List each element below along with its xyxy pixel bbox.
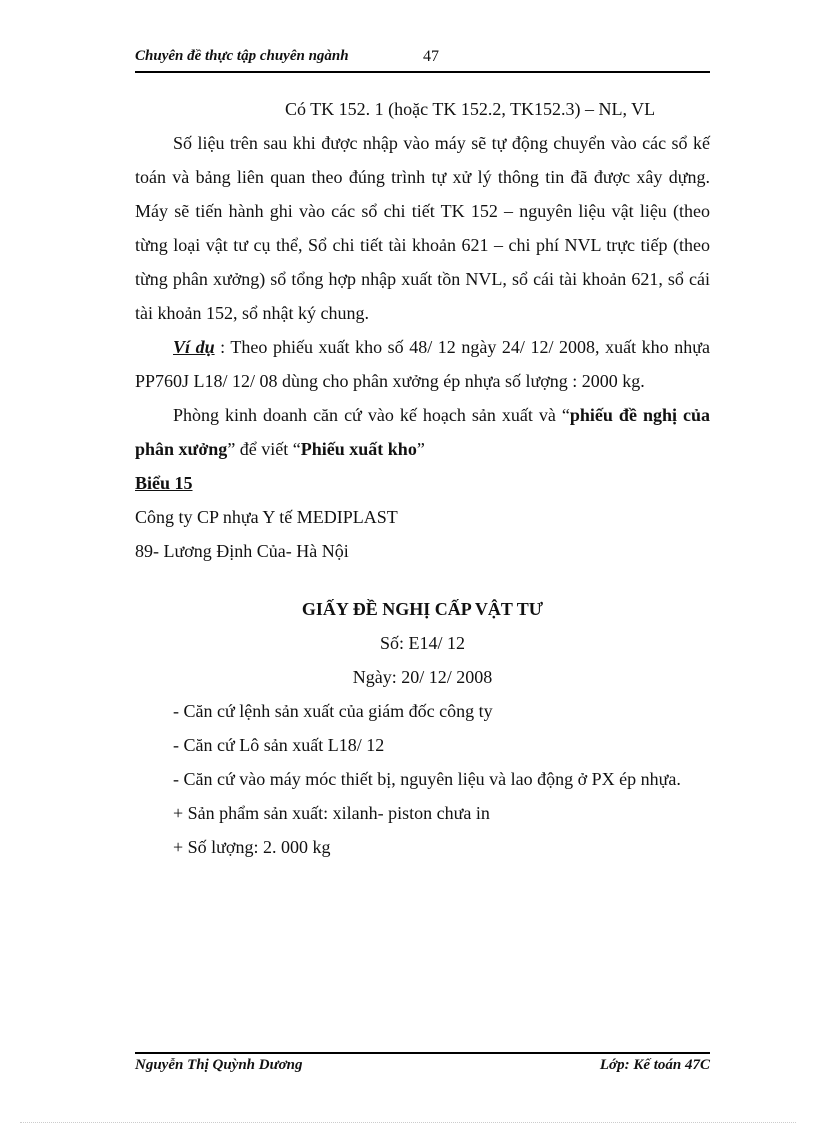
list-item: - Căn cứ lệnh sản xuất của giám đốc công ty	[173, 701, 493, 721]
document-title: GIẤY ĐỀ NGHỊ CẤP VẬT TƯ	[301, 599, 544, 619]
list-item: - Căn cứ Lô sản xuất L18/ 12	[173, 735, 385, 755]
list-item: + Số lượng: 2. 000 kg	[173, 837, 331, 857]
sales-text-a: Phòng kinh doanh căn cứ vào kế hoạch sản xuất và “	[173, 405, 570, 425]
page-header	[135, 48, 710, 70]
page-footer	[135, 1057, 710, 1079]
sales-text-e: ”	[416, 439, 425, 459]
sales-text-c: ” để viết “	[227, 439, 301, 459]
footer-author: Nguyễn Thị Quỳnh Dương	[135, 1057, 303, 1073]
example-label: Ví dụ	[173, 337, 215, 357]
company-address: 89- Lương Định Của- Hà Nội	[135, 541, 349, 561]
list-item: + Sản phẩm sản xuất: xilanh- piston chưa in	[173, 803, 490, 823]
sales-bold-request: phiếu đề nghị của phân xưởng	[135, 405, 710, 459]
paragraph-description: Số liệu trên sau khi được nhập vào máy sẽ tự động chuyển vào các sổ kế toán và bảng liên quan theo đúng trình tự xử lý thông tin đã được xây dựng. Máy sẽ tiến hành ghi vào các sổ chi tiết TK 152 – nguyên liệu vật liệu (theo từng loại vật tư cụ thể, Sổ chi tiết tài khoản 621 – chi phí NVL trực tiếp (theo từng phân xưởng) sổ tổng hợp nhập xuất tồn NVL, sổ cái tài khoản 621, sổ cái tài khoản 152, sổ nhật ký chung.	[135, 133, 710, 323]
company-name: Công ty CP nhựa Y tế MEDIPLAST	[135, 507, 398, 527]
sales-bold-voucher: Phiếu xuất kho	[300, 439, 417, 459]
list-item: - Căn cứ vào máy móc thiết bị, nguyên liệu và lao động ở PX ép nhựa.	[173, 769, 681, 789]
page-number: 47	[423, 48, 439, 65]
document-number: Số: E14/ 12	[379, 633, 465, 653]
header-title: Chuyên đề thực tập chuyên ngành	[135, 48, 349, 64]
footer-rule	[135, 1052, 710, 1054]
paragraph-account: Có TK 152. 1 (hoặc TK 152.2, TK152.3) – NL, VL	[285, 99, 656, 119]
paragraph-example	[135, 330, 710, 398]
header-rule	[135, 71, 710, 73]
footer-class: Lớp: Kế toán 47C	[599, 1057, 710, 1073]
bieu-label-text: Biểu 15	[135, 473, 193, 493]
paragraph-sales	[135, 398, 710, 466]
example-text: : Theo phiếu xuất kho số 48/ 12 ngày 24/ 12/ 2008, xuất kho nhựa PP760J L18/ 12/ 08 dùng cho phân xưởng ép nhựa số lượng : 2000 kg.	[135, 337, 710, 391]
document-date: Ngày: 20/ 12/ 2008	[352, 667, 493, 687]
spacer	[135, 568, 710, 592]
bieu-label	[135, 466, 710, 500]
document-body	[135, 92, 710, 864]
